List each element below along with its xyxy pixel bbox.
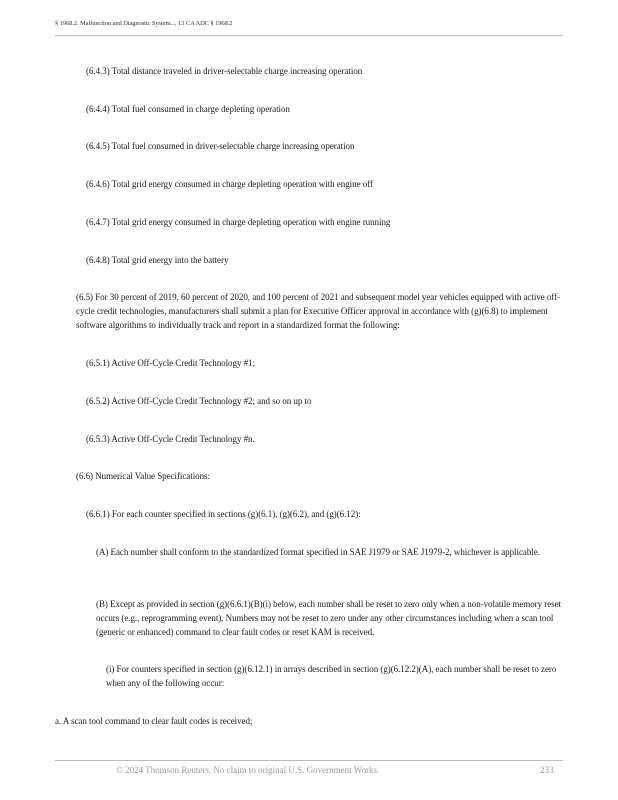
paragraph-A: (A) Each number shall conform to the standardized format specified in SAE J1979 or SAE J1979-2, whichever is applicable. [96,547,540,557]
paragraph-B-i: (i) For counters specified in section (g)(6.12.1) in arrays described in section (g)(6.12.2)(A), each number shall be reset to zero when any of the following occur: [106,664,557,688]
paragraph-6-4-6: (6.4.6) Total grid energy consumed in charge depleting operation with engine off [86,179,373,189]
header-citation: § 1968.2. Malfunction and Diagnostic System..., 13 CA ADC § 1968.2 [55,20,233,27]
paragraph-6-5: (6.5) For 30 percent of 2019, 60 percent of 2020, and 100 percent of 2021 and subsequent model year vehicles equipped with active off-cycle credit technologies, manufacturers shall submit a plan for Executive Officer approval in accordance with (g)(6.8) to implement software algorithms to individually track and report in a standardized format the following: [76,292,560,330]
footer-divider [55,760,563,761]
paragraph-6-6-1: (6.6.1) For each counter specified in sections (g)(6.1), (g)(6.2), and (g)(6.12): [86,509,361,519]
header-divider [55,35,563,36]
paragraph-6-4-8: (6.4.8) Total grid energy into the battery [86,255,229,265]
paragraph-6-5-2: (6.5.2) Active Off-Cycle Credit Technology #2; and so on up to [86,396,312,406]
paragraph-6-6: (6.6) Numerical Value Specifications: [76,471,210,481]
paragraph-6-4-5: (6.4.5) Total fuel consumed in driver-selectable charge increasing operation [86,141,355,151]
paragraph-6-4-3: (6.4.3) Total distance traveled in driver-selectable charge increasing operation [86,66,363,76]
paragraph-a: a. A scan tool command to clear fault codes is received; [55,716,253,726]
paragraph-6-4-4: (6.4.4) Total fuel consumed in charge depleting operation [86,104,290,114]
paragraph-6-5-3: (6.5.3) Active Off-Cycle Credit Technology #n. [86,434,255,444]
paragraph-6-4-7: (6.4.7) Total grid energy consumed in charge depleting operation with engine running [86,217,391,227]
page-number: 233 [540,765,554,775]
paragraph-6-5-1: (6.5.1) Active Off-Cycle Credit Technology #1; [86,358,255,368]
paragraph-B: (B) Except as provided in section (g)(6.6.1)(B)(i) below, each number shall be reset to zero only when a non-volatile memory reset occurs (e.g., reprogramming event). Numbers may not be reset to zero under any other circumstances including when a scan tool (generic or enhanced) command to clear fault codes or reset KAM is received. [96,599,562,637]
copyright-notice: © 2024 Thomson Reuters. No claim to original U.S. Government Works. [116,765,380,775]
